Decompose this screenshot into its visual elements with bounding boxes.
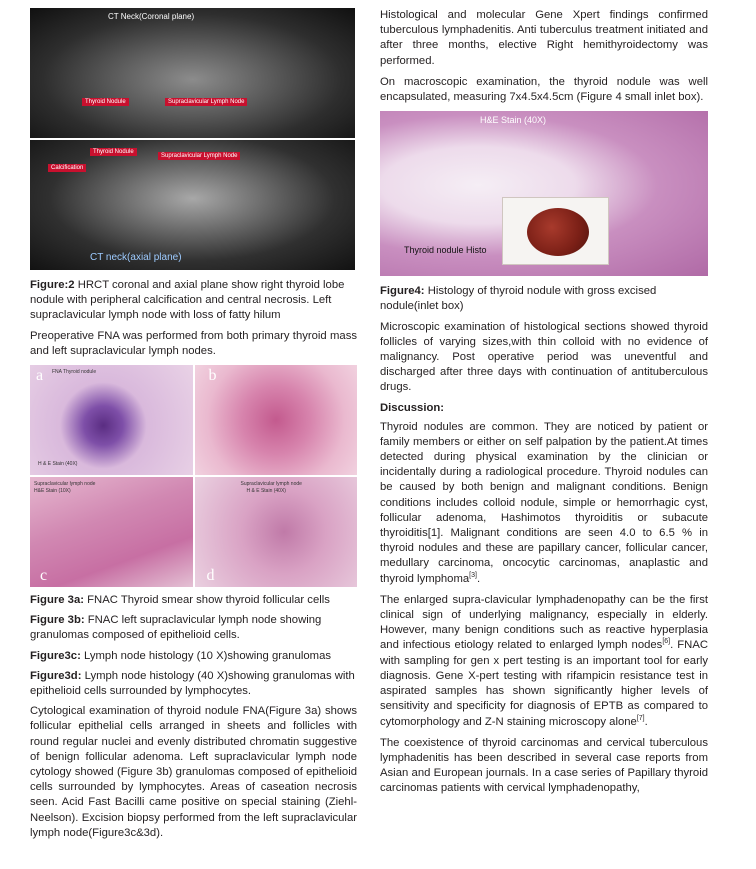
ct-coronal-label: CT Neck(Coronal plane): [108, 12, 195, 21]
gross-specimen-inset: [502, 197, 609, 265]
discussion-1-text: Thyroid nodules are common. They are noticed by patient or family members or either on self palpation by the patient.At times detected during physical examination by the clinician or incidentally during a radiological procedure. Thyroid nodules can be caused by both benign and malignant conditions. Benign conditions includes colloid nodule, simple or hemorrhagic cyst, follicular adenoma, Hashimotos thyroiditis or subacute thyroiditis[1]. Malignant conditions are seen 4.0 to 6.5 % in thyroid nodules and these are papillary cancer, follicular cancer, medullary carcinoma, oncocytic carcinomas, anaplastic and thyroid lymphoma: [380, 420, 708, 585]
panel-c-label2: H&E Stain (10X): [34, 488, 71, 495]
figure-3c-text: Lymph node histology (10 X)showing granulomas: [80, 649, 331, 662]
figure-3-panels: [30, 365, 357, 587]
paragraph-microscopic: Microscopic examination of histological sections showed thyroid follicles of varying sizes,with thin colloid with no evidence of malignancy. Post operative period was uneventful and discharged after three days with continuation of antituberculous drugs.: [380, 320, 708, 394]
right-column: [380, 8, 708, 803]
panel-a-image: [30, 365, 193, 475]
panel-a-label: FNA Thyroid nodule: [52, 369, 97, 376]
figure-2-label: Figure:2: [30, 279, 75, 291]
figure-3b-text: FNAC left supraclavicular lymph node showing granulomas composed of epithelioid cells.: [30, 614, 322, 642]
figure-3a-text: FNAC Thyroid smear show thyroid follicular cells: [84, 594, 330, 607]
panel-d-letter: d: [206, 567, 215, 585]
panel-c-label: Supraclavicular lymph node: [34, 481, 96, 488]
panel-d-image: [195, 477, 358, 587]
figure-3d-label: Figure3d:: [30, 669, 82, 682]
thyroid-nodule-tag-axial: Thyroid Nodule: [90, 148, 137, 156]
panel-d-label: Supraclavicular lymph node: [240, 481, 302, 488]
figure-3c-label: Figure3c:: [30, 649, 81, 662]
paragraph-discussion-2: [380, 593, 708, 730]
figure-4-text: Histology of thyroid nodule with gross excised nodule(inlet box): [380, 285, 657, 313]
paragraph-discussion-1: [380, 420, 708, 587]
thyroid-nodule-tag: Thyroid Nodule: [82, 98, 129, 106]
gross-nodule-photo: [527, 208, 589, 256]
figure-4-label: Figure4:: [380, 285, 425, 298]
histology-stain-label: H&E Stain (40X): [480, 115, 547, 126]
figure-3b-caption: [30, 613, 357, 643]
panel-c-image: [30, 477, 193, 587]
figure-3d-text: Lymph node histology (40 X)showing granulomas with epithelioid cells surrounded by lymphocytes.: [30, 669, 355, 698]
panel-d-label2: H & E Stain (40X): [246, 488, 286, 495]
figure-3a-label: Figure 3a:: [30, 594, 84, 607]
figure-3c-caption: [30, 649, 357, 664]
discussion-1-end: .: [476, 572, 481, 585]
figure-3d-caption: [30, 669, 357, 699]
figure-3b-label: Figure 3b:: [30, 614, 85, 627]
paragraph-cytology: Cytological examination of thyroid nodule FNA(Figure 3a) shows follicular epithelial cells arranged in sheets and follicles with round regular nuclei and evenly distributed chromatin suggestive of benign follicular adenoma. Left supraclavicular lymph node cytology showed (Figure 3b) granulomas composed of epithelioid cells surrounded by lymphocytes. Areas of caseation necrosis seen. Acid Fast Bacilli came positive on special staining (Ziehl-Neelson). Excision biopsy performed from the left supraclavicular lymph node(Figure3c&3d).: [30, 705, 357, 839]
discussion-2-mid: . FNAC with sampling for gen x pert testing is an important tool for early diagnosis. Gene X-pert testing with rifampicin resistance test in aspirated samples has shown significantly higher levels of sensitivity and specificity for diagnosis of EPTB as compared to cytomorphology and Z-N staining microscopy alone: [380, 639, 709, 728]
histology-image: [380, 111, 708, 276]
histology-inset-label: Thyroid nodule Histo: [404, 245, 487, 256]
ct-axial-label: CT neck(axial plane): [90, 252, 182, 263]
panel-a-stain: H & E Stain (40X): [38, 461, 78, 468]
figure-2-caption: [30, 278, 357, 324]
discussion-2-end: .: [644, 715, 648, 728]
paragraph-histology-confirmed: Histological and molecular Gene Xpert findings confirmed tuberculous lymphadenitis. Anti tuberculus treatment initiated and after three months, elective Right hemithyroidectomy was performed.: [380, 9, 708, 67]
panel-b-image: [195, 365, 358, 475]
reference-6: [6]: [662, 638, 671, 646]
figure-2-text: HRCT coronal and axial plane show right thyroid lobe nodule with peripheral calcification and central necrosis. Left supraclavicular lymph node with loss of fatty hilum: [30, 279, 345, 322]
lymph-node-tag-axial: Supraclavicular Lymph Node: [158, 152, 240, 160]
ct-axial-image: [30, 140, 355, 270]
figure-3a-caption: [30, 593, 357, 608]
figure-4-caption: [380, 284, 708, 314]
reference-3: [3]: [469, 571, 477, 579]
calcification-tag: Calcification: [48, 164, 86, 172]
discussion-2-text: The enlarged supra-clavicular lymphadenopathy can be the first clinical sign of underlying malignancy, especially in elderly. However, many benign conditions such as reactive hyperplasia and infectious etiology related to enlarged lymph nodes: [380, 593, 708, 652]
panel-b-letter: b: [208, 367, 217, 385]
panel-c-letter: c: [40, 567, 48, 585]
panel-a-letter: a: [36, 367, 44, 385]
ct-coronal-image: [30, 8, 355, 138]
lymph-node-tag: Supraclavicular Lymph Node: [165, 98, 247, 106]
discussion-heading: Discussion:: [380, 401, 445, 414]
reference-7: [7]: [636, 714, 645, 722]
paragraph-fna: Preoperative FNA was performed from both primary thyroid mass and left supraclavicular lymph nodes.: [30, 329, 357, 357]
paragraph-discussion-3: The coexistence of thyroid carcinomas and cervical tuberculous lymphadenitis has been described in several case reports from Asian and European journals. In a case series of Papillary thyroid carcinomas patients with cervical lymphadenopathy,: [380, 736, 708, 795]
left-column: [30, 8, 357, 847]
paragraph-macroscopic: On macroscopic examination, the thyroid nodule was well encapsulated, measuring 7x4.5x4.5cm (Figure 4 small inlet box).: [380, 75, 708, 104]
